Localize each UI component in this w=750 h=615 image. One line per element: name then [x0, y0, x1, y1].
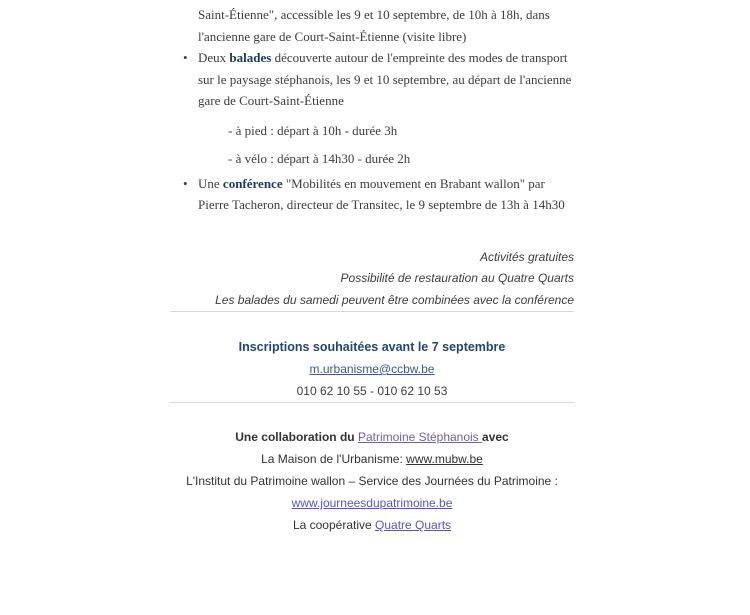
balades-prefix: Deux [198, 50, 230, 65]
collab-suffix: avec [482, 430, 509, 444]
collab-prefix: Une collaboration du [235, 430, 358, 444]
collaboration-block [170, 426, 574, 536]
intro-paragraph [170, 4, 574, 47]
walk-detail-line: - à pied : départ à 10h - durée 3h [228, 122, 398, 138]
urbanisme-label: La Maison de l'Urbanisme: [261, 452, 407, 466]
phone-numbers: 010 62 10 55 - 010 62 10 53 [296, 384, 448, 398]
note-combined: Les balades du samedi peuvent être combinées avec la conférence [215, 292, 574, 307]
journees-du-patrimoine-link[interactable]: www.journeesdupatrimoine.be [291, 496, 453, 510]
registration-heading: Inscriptions souhaitées avant le 7 septembre [238, 340, 506, 354]
balades-keyword: balades [229, 50, 272, 65]
bike-detail-line: - à vélo : départ à 14h30 - durée 2h [228, 150, 411, 166]
mubw-link[interactable]: www.mubw.be [406, 452, 483, 466]
divider [170, 402, 574, 403]
activities-list-continued [170, 173, 574, 216]
intro-line: l'ancienne gare de Court-Saint-Étienne (visite libre) [198, 28, 467, 44]
conference-rest: "Mobilités en mouvement en Brabant wallon" par [282, 175, 545, 191]
collaboration-heading-line [170, 426, 574, 448]
note-catering: Possibilité de restauration au Quatre Quarts [340, 271, 574, 285]
content-column [170, 0, 574, 536]
quatre-quarts-link[interactable]: Quatre Quarts [375, 518, 452, 532]
balades-line: sur le paysage stéphanois, les 9 et 10 septembre, au départ de l'ancienne [198, 71, 572, 87]
conference-keyword: conférence [222, 175, 283, 191]
intro-line: Saint-Étienne", accessible les 9 et 10 septembre, de 10h à 18h, dans [198, 7, 550, 22]
conference-line [198, 173, 574, 195]
cooperative-line [170, 514, 574, 536]
practical-notes [170, 247, 574, 312]
urbanisme-line [170, 448, 574, 470]
conference-line: Pierre Tacheron, directeur de Transitec, le 9 septembre de 13h à 14h30 [198, 197, 565, 212]
registration-block [170, 336, 574, 402]
activities-list [170, 47, 574, 112]
balades-line: gare de Court-Saint-Étienne [198, 93, 344, 108]
journees-line [170, 492, 574, 514]
registration-email-line [170, 358, 574, 380]
divider [170, 311, 574, 312]
bullet-conference [170, 173, 574, 216]
email-link[interactable]: m.urbanisme@ccbw.be [309, 362, 435, 376]
institut-patrimoine-line: L'Institut du Patrimoine wallon – Service des Journées du Patrimoine : [186, 474, 558, 488]
departure-details [228, 117, 574, 173]
conference-prefix: Une [198, 175, 223, 191]
balades-rest: découverte autour de l'empreinte des modes de transport [271, 50, 568, 65]
note-free-activities: Activités gratuites [479, 249, 574, 264]
balades-line [198, 47, 574, 69]
cooperative-label: La coopérative [292, 518, 376, 532]
patrimoine-stephanois-link[interactable]: Patrimoine Stéphanois [357, 430, 483, 444]
bullet-balades [170, 47, 574, 112]
